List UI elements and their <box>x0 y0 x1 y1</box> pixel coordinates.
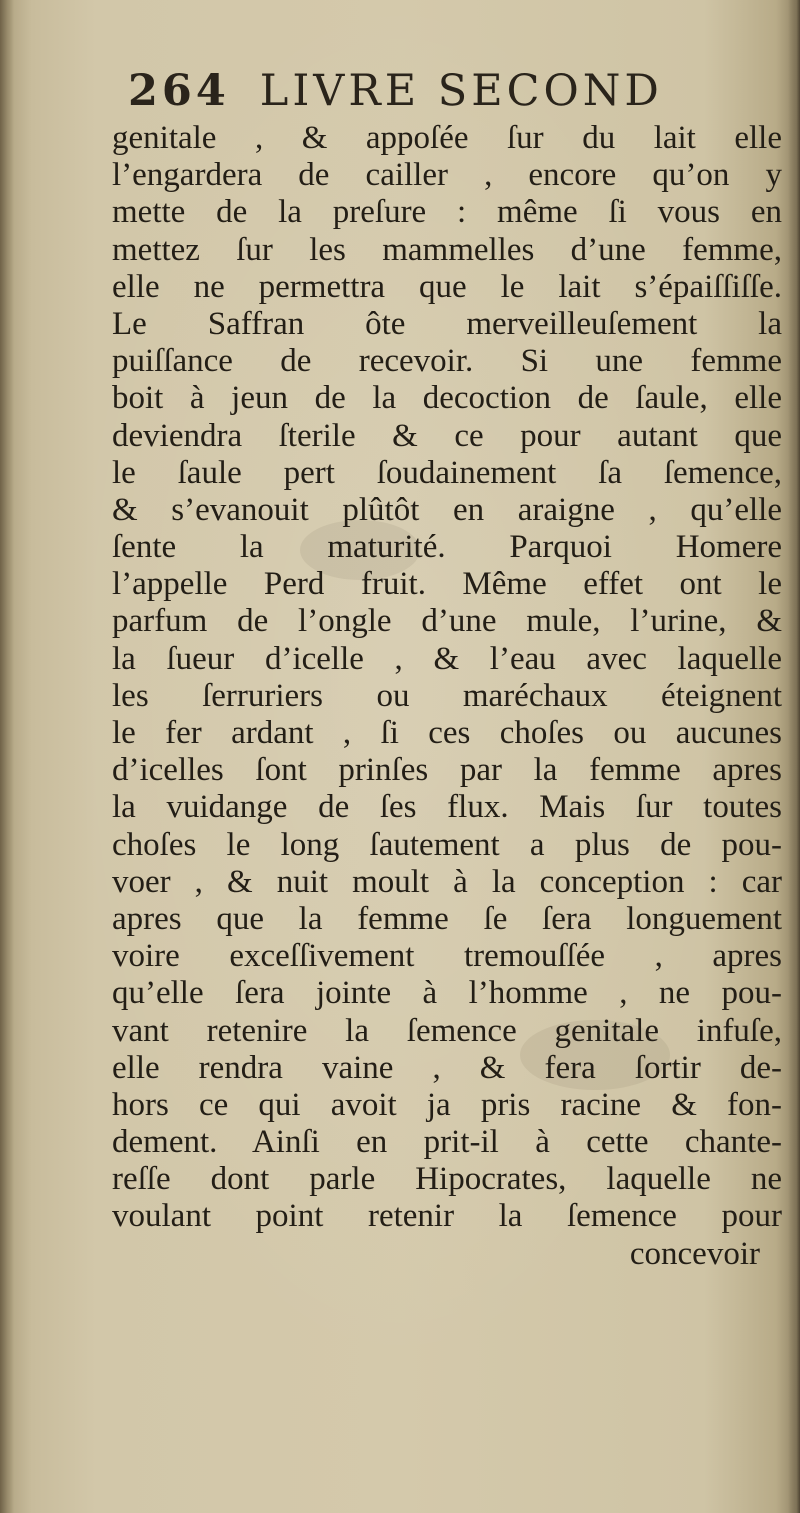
text-line: voire exceſſivement tremouſſée , apres <box>112 938 782 975</box>
text-line: l’appelle Perd fruit. Même effet ont le <box>112 566 782 603</box>
text-line: le ſaule pert ſoudainement ſa ſemence, <box>112 454 782 491</box>
book-gutter <box>0 0 14 1513</box>
text-line: parfum de l’ongle d’une mule, l’urine, & <box>112 603 782 640</box>
page-edge <box>788 0 800 1513</box>
text-block <box>112 120 782 1273</box>
text-line: apres que la femme ſe ſera longuement <box>112 900 782 937</box>
page-number: 264 <box>128 66 230 116</box>
text-line: genitale , & appoſée ſur du lait elle <box>112 120 782 156</box>
text-line: voulant point retenir la ſemence pour <box>112 1198 782 1235</box>
text-line: la ſueur d’icelle , & l’eau avec laquelle <box>112 640 782 677</box>
text-line: vant retenire la ſemence genitale infuſe, <box>112 1012 782 1049</box>
text-line: la vuidange de ſes flux. Mais ſur toutes <box>112 789 782 826</box>
text-line: dement. Ainſi en prit-il à cette chante- <box>112 1124 782 1161</box>
text-line: d’icelles ſont prinſes par la femme apres <box>112 752 782 789</box>
text-line: elle rendra vaine , & fera ſortir de- <box>112 1049 782 1086</box>
text-line: hors ce qui avoit ja pris racine & fon- <box>112 1086 782 1123</box>
text-line: mette de la preſure : même ſi vous en <box>112 194 782 231</box>
text-line: mettez ſur les mammelles d’une femme, <box>112 231 782 268</box>
text-line: Le Saffran ôte merveilleuſement la <box>112 305 782 342</box>
text-line: & s’evanouit plûtôt en araigne , qu’elle <box>112 491 782 528</box>
text-line: qu’elle ſera jointe à l’homme , ne pou- <box>112 975 782 1012</box>
running-header <box>128 66 688 120</box>
text-line: choſes le long ſautement a plus de pou- <box>112 826 782 863</box>
text-line: le fer ardant , ſi ces choſes ou aucunes <box>112 715 782 751</box>
running-title: LIVRE SECOND <box>259 66 663 116</box>
text-line: boit à jeun de la decoction de ſaule, elle <box>112 380 782 417</box>
text-line: elle ne permettra que le lait s’épaiſſiſſe. <box>112 268 782 305</box>
catchword: concevoir <box>629 1235 760 1272</box>
text-line: voer , & nuit moult à la conception : car <box>112 863 782 900</box>
text-line: puiſſance de recevoir. Si une femme <box>112 343 782 380</box>
text-line: les ſerruriers ou maréchaux éteignent <box>112 677 782 714</box>
text-line: l’engardera de cailler , encore qu’on y <box>112 157 782 194</box>
text-line: reſſe dont parle Hipocrates, laquelle ne <box>112 1161 782 1198</box>
text-line: deviendra ſterile & ce pour autant que <box>112 417 782 454</box>
text-line: ſente la maturité. Parquoi Homere <box>112 529 782 566</box>
